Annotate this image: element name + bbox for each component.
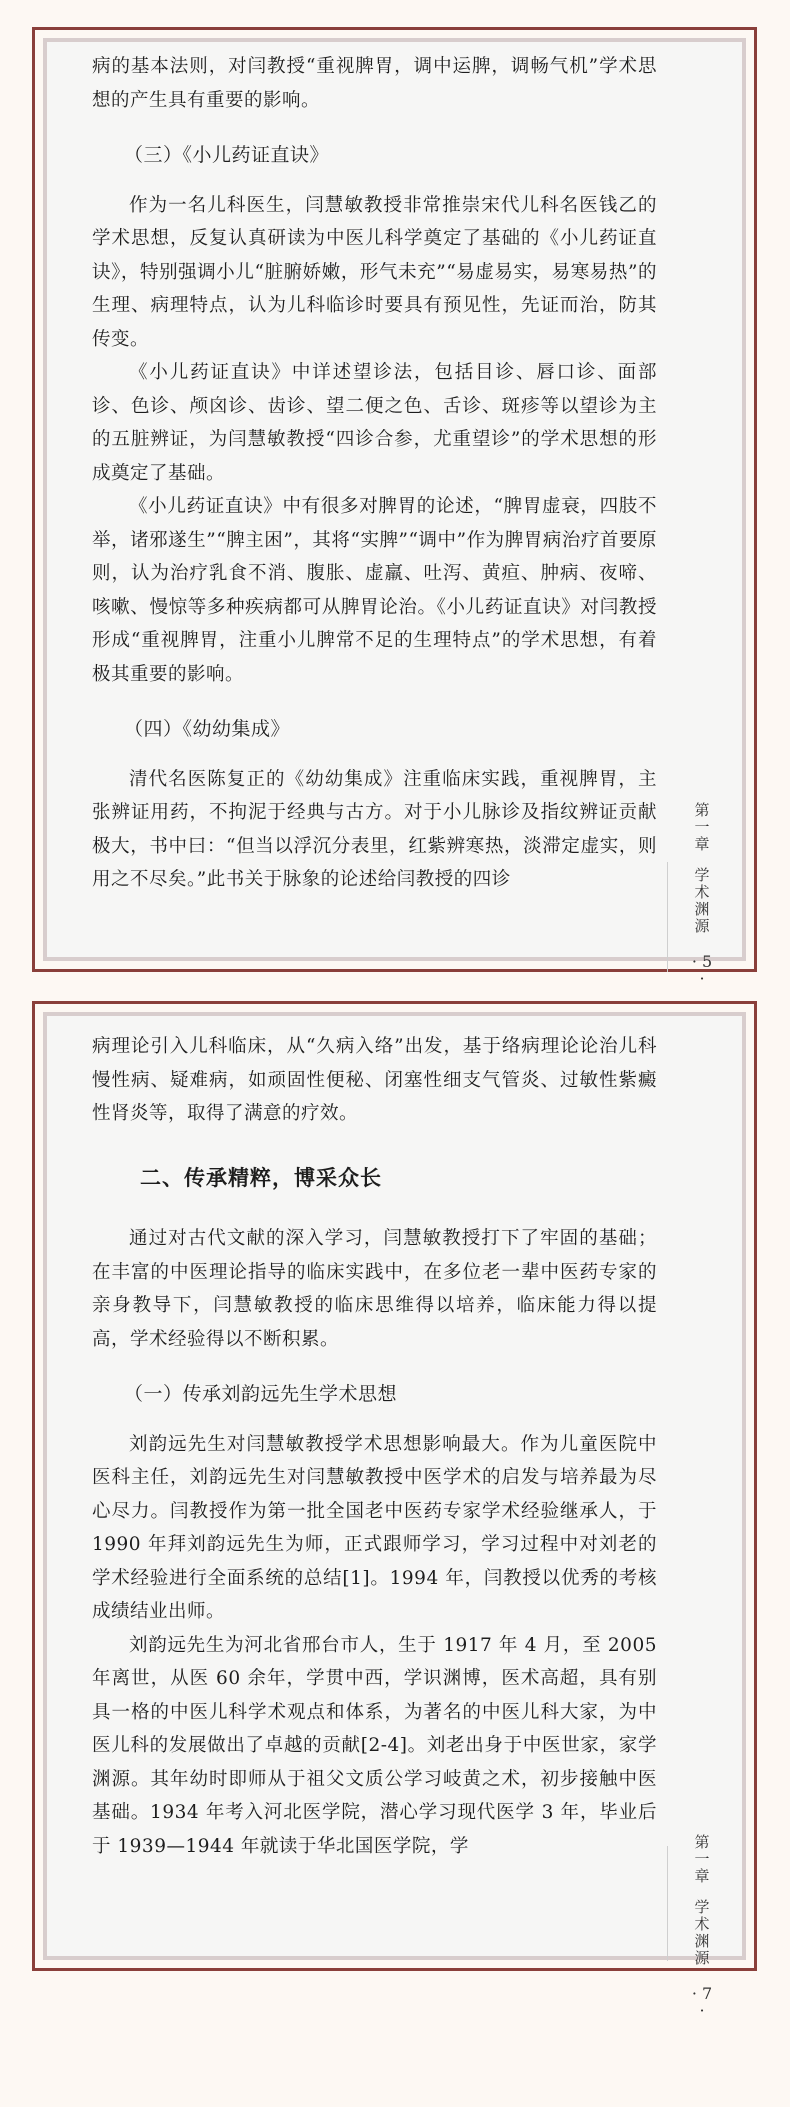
heading-liu-yunyuan: （一）传承刘韵远先生学术思想	[124, 1383, 398, 1405]
chapter-label: 第一章	[694, 1833, 710, 1885]
heading-youyou-jicheng: （四）《幼幼集成》	[124, 718, 291, 740]
paragraph: 作为一名儿科医生，闫慧敏教授非常推崇宋代儿科名医钱乙的学术思想，反复认真研读为中医儿科学奠定了基础的《小儿药证直诀》，特别强调小儿“脏腑娇嫩，形气未充”“易虚易实，易寒易热”的生理、病理特点，认为儿科临诊时要具有预见性，先证而治，防其传变。	[92, 194, 657, 350]
margin-rule	[667, 1846, 668, 1961]
paragraph: 刘韵远先生对闫慧敏教授学术思想影响最大。作为儿童医院中医科主任，刘韵远先生对闫慧敏教授中医学术的启发与培养最为尽心尽力。闫教授作为第一批全国老中医药专家学术经验继承人，于 1990 年拜刘韵远先生为师，正式跟师学习，学习过程中对刘老的学术经验进行全面系统的总结[1]。1994 年，闫教授以优秀的考核成绩结业出师。	[92, 1433, 657, 1622]
paragraph-continuation: 病理论引入儿科临床，从“久病入络”出发，基于络病理论论治儿科慢性病、疑难病，如顽固性便秘、闭塞性细支气管炎、过敏性紫癜性肾炎等，取得了满意的疗效。	[92, 1036, 657, 1124]
section-heading: 二、传承精粹，博采众长	[140, 1164, 382, 1190]
paragraph-continuation: 病的基本法则，对闫教授“重视脾胃，调中运脾，调畅气机”学术思想的产生具有重要的影响。	[92, 56, 657, 111]
paragraph: 《小儿药证直诀》中有很多对脾胃的论述，“脾胃虚衰，四肢不举，诸邪遂生”“脾主困”，其将“实脾”“调中”作为脾胃病治疗首要原则，认为治疗乳食不消、腹胀、虚羸、吐泻、黄疸、肿病、夜啼、咳嗽、慢惊等多种疾病都可从脾胃论治。《小儿药证直诀》对闫教授形成“重视脾胃，注重小儿脾常不足的生理特点”的学术思想，有着极其重要的影响。	[92, 496, 657, 685]
running-header	[688, 1834, 716, 2019]
page-text	[92, 1030, 657, 1863]
running-header	[688, 802, 716, 987]
paragraph: 清代名医陈复正的《幼幼集成》注重临床实践，重视脾胃，主张辨证用药，不拘泥于经典与古方。对于小儿脉诊及指纹辨证贡献极大，书中曰：“但当以浮沉分表里，红紫辨寒热，淡滞定虚实，则用之不尽矣。”此书关于脉象的论述给闫教授的四诊	[92, 768, 657, 890]
paragraph: 通过对古代文献的深入学习，闫慧敏教授打下了牢固的基础；在丰富的中医理论指导的临床实践中，在多位老一辈中医药专家的亲身教导下，闫慧敏教授的临床思维得以培养，临床能力得以提高，学术经验得以不断积累。	[92, 1228, 657, 1350]
paragraph: 刘韵远先生为河北省邢台市人，生于 1917 年 4 月，至 2005 年离世，从医 60 余年，学贯中西，学识渊博，医术高超，具有别具一格的中医儿科学术观点和体系，为著名的中医儿科大家，为中医儿科的发展做出了卓越的贡献[2-4]。刘老出身于中医世家，家学渊源。其年幼时即师从于祖父文质公学习岐黄之术，初步接触中医基础。1934 年考入河北医学院，潜心学习现代医学 3 年，毕业后于 1939—1944 年就读于华北国医学院，学	[92, 1634, 657, 1857]
book-page-5	[32, 27, 757, 988]
page-paper	[43, 38, 746, 988]
page-text	[92, 50, 657, 897]
chapter-title: 学术渊源	[694, 1898, 710, 1967]
page-number: · 5 ·	[691, 952, 713, 988]
page-paper	[43, 1012, 746, 2020]
chapter-label: 第一章	[694, 801, 710, 853]
paragraph: 《小儿药证直诀》中详述望诊法，包括目诊、唇口诊、面部诊、色诊、颅囟诊、齿诊、望二便之色、舌诊、斑疹等以望诊为主的五脏辨证，为闫慧敏教授“四诊合参，尤重望诊”的学术思想的形成奠定了基础。	[92, 362, 657, 484]
margin-rule	[667, 862, 668, 972]
book-page-7	[32, 1001, 757, 2020]
heading-xiaoer-yaozheng-zhijue: （三）《小儿药证直诀》	[124, 144, 330, 166]
page-number: · 7 ·	[691, 1984, 713, 2020]
chapter-title: 学术渊源	[694, 866, 710, 935]
